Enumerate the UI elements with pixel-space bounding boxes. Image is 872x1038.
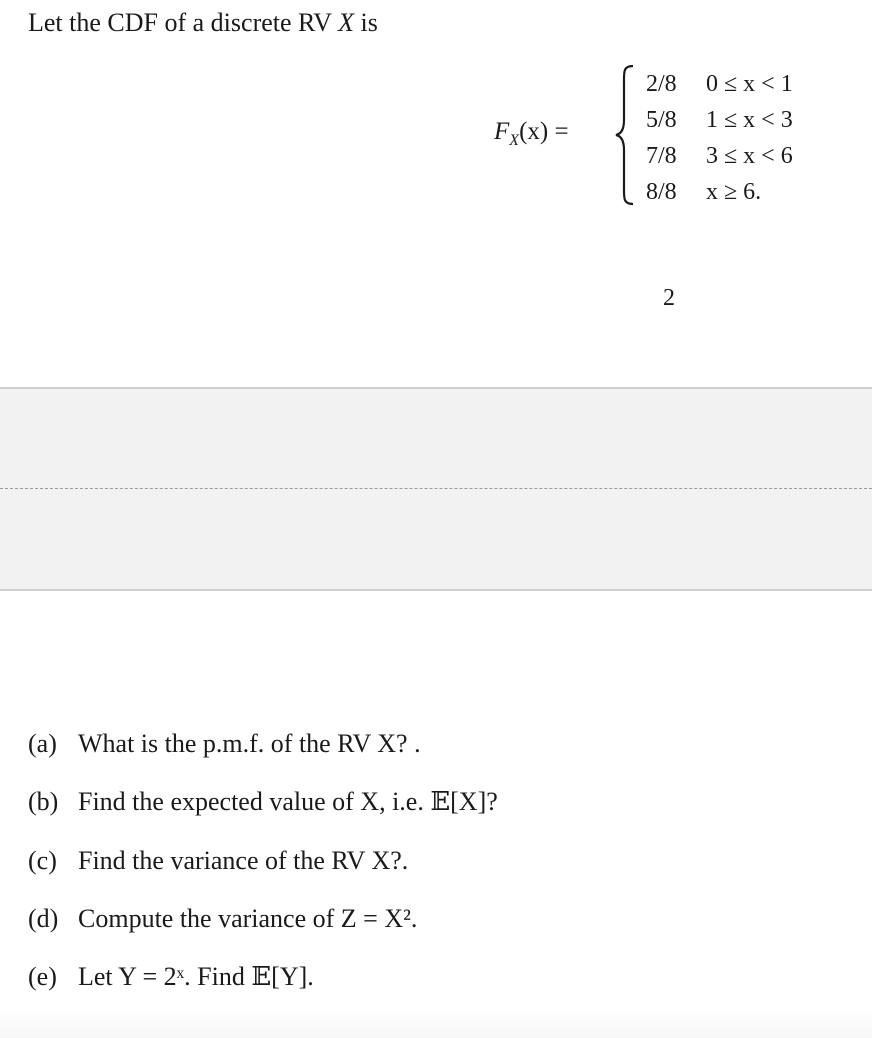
question-label: (e) bbox=[28, 962, 57, 991]
question-e bbox=[28, 962, 314, 992]
intro-post: is bbox=[360, 8, 378, 37]
question-label: (c) bbox=[28, 846, 57, 875]
cdf-value: 2/8 bbox=[646, 71, 677, 97]
question-text: Let Y = 2ˣ. Find 𝔼[Y]. bbox=[78, 962, 314, 991]
cdf-condition: 1 ≤ x < 3 bbox=[706, 107, 793, 133]
question-b bbox=[28, 787, 498, 817]
left-brace bbox=[614, 64, 636, 206]
question-d bbox=[28, 904, 417, 934]
intro-text bbox=[28, 8, 378, 38]
cdf-cases bbox=[646, 66, 793, 210]
cdf-value: 5/8 bbox=[646, 107, 677, 133]
question-text: What is the p.m.f. of the RV X? . bbox=[78, 729, 421, 758]
question-a bbox=[28, 729, 421, 759]
cdf-condition: x ≥ 6. bbox=[706, 179, 762, 205]
question-text: Find the variance of the RV X?. bbox=[78, 846, 409, 875]
question-text: Find the expected value of X, i.e. 𝔼[X]? bbox=[78, 787, 498, 816]
intro-var: X bbox=[338, 8, 354, 37]
cdf-row bbox=[646, 138, 793, 174]
cdf-condition: 3 ≤ x < 6 bbox=[706, 143, 793, 169]
question-label: (b) bbox=[28, 787, 59, 816]
cdf-row bbox=[646, 66, 793, 102]
page-break-dashed-line bbox=[0, 488, 872, 489]
question-text: Compute the variance of Z = X². bbox=[78, 904, 418, 933]
cdf-value: 8/8 bbox=[646, 179, 677, 205]
page-break-band bbox=[0, 387, 872, 591]
page-number: 2 bbox=[663, 285, 675, 311]
question-label: (d) bbox=[28, 904, 59, 933]
cdf-row bbox=[646, 102, 793, 138]
question-c bbox=[28, 846, 408, 876]
cdf-lhs: $F_X(x)$ = bbox=[494, 118, 569, 149]
cdf-value: 7/8 bbox=[646, 143, 677, 169]
question-label: (a) bbox=[28, 729, 57, 758]
cdf-condition: 0 ≤ x < 1 bbox=[706, 71, 793, 97]
bottom-edge bbox=[0, 1010, 872, 1038]
cdf-row bbox=[646, 174, 793, 210]
intro-pre: Let the CDF of a discrete RV bbox=[28, 8, 332, 37]
